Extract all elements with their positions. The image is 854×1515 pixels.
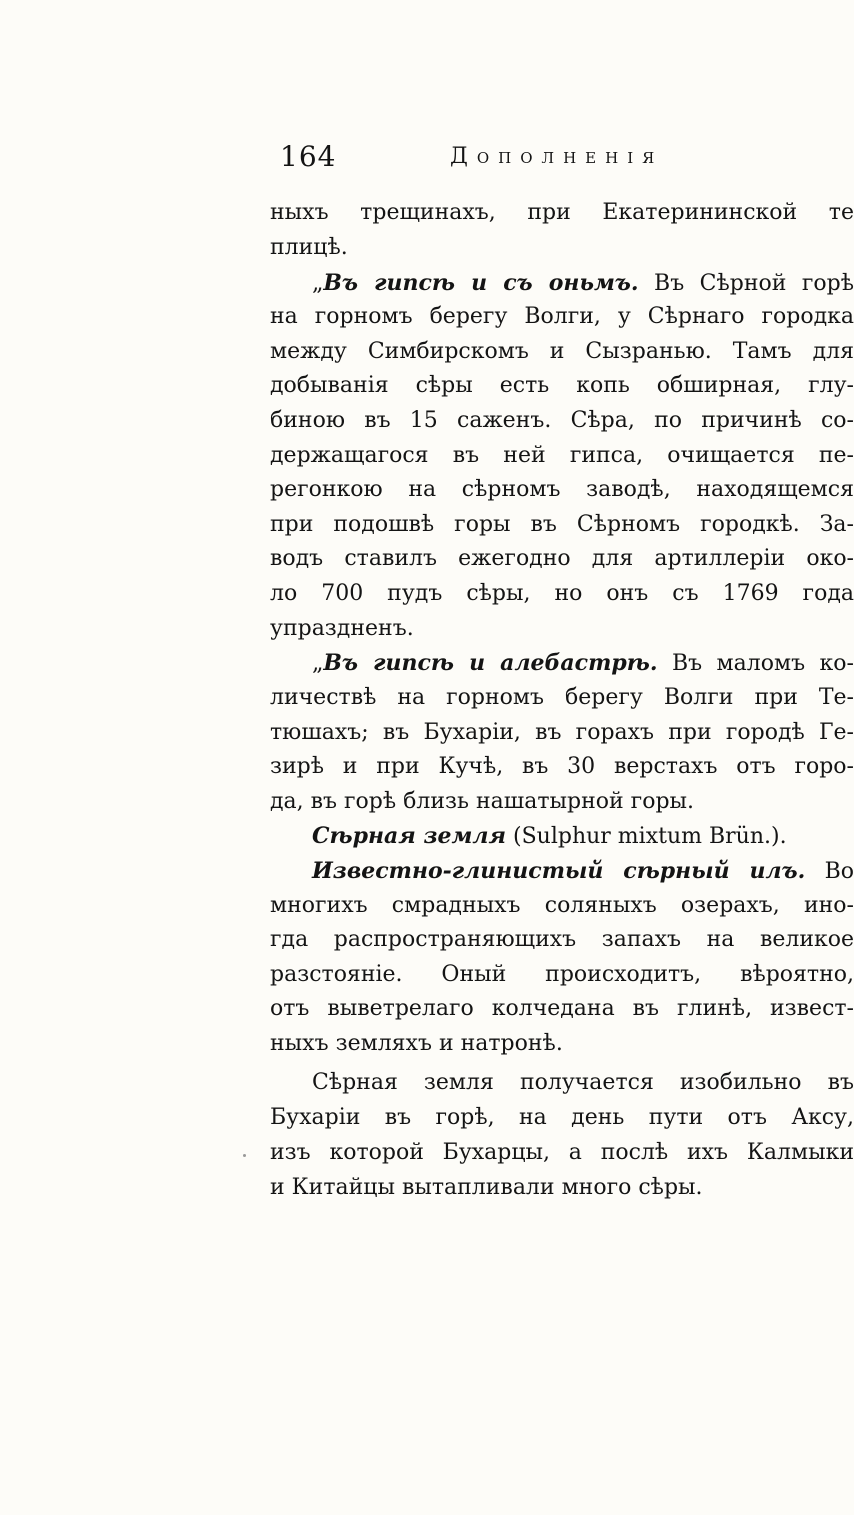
text-line: при подошвѣ горы въ Сѣрномъ городкѣ. За-: [270, 512, 854, 537]
text-line: зирѣ и при Кучѣ, въ 30 верстахъ отъ горо-: [270, 754, 854, 779]
text-line: [312, 645, 854, 681]
text-line: Сѣрная земля получается изобильно въ: [312, 1070, 854, 1095]
section-heading: Сѣрная земля: [312, 823, 507, 849]
text-line: Бухаріи въ горѣ, на день пути отъ Аксу,: [270, 1105, 854, 1130]
text-run: (Sulphur mixtum Brün.).: [506, 824, 787, 849]
text-line: личествѣ на горномъ берегу Волги при Те-: [270, 685, 854, 710]
page-number: 164: [280, 140, 337, 173]
text-line: отъ выветрелаго колчедана въ глинѣ, извест-: [270, 996, 854, 1021]
text-line: гда распространяющихъ запахъ на великое: [270, 927, 854, 952]
running-head: Дополненія: [450, 144, 664, 169]
text-line: [312, 853, 854, 889]
text-line: изъ которой Бухарцы, а послѣ ихъ Калмыки: [270, 1140, 854, 1165]
quote-mark: „: [312, 651, 324, 676]
section-heading: Въ гипсѣ и алебастрѣ.: [323, 650, 658, 676]
text-line: тюшахъ; въ Бухаріи, въ горахъ при городѣ Ге-: [270, 720, 854, 745]
text-run: Въ маломъ ко-: [657, 651, 854, 676]
text-line: держащагося въ ней гипса, очищается пе-: [270, 443, 854, 468]
text-line: разстояніе. Оный происходитъ, вѣроятно,: [270, 962, 854, 987]
section-heading: Известно-глинистый сѣрный илъ.: [312, 858, 806, 884]
paper-speck: [243, 1154, 246, 1157]
text-line: добыванія сѣры есть копь обширная, глу-: [270, 373, 854, 398]
text-line: многихъ смрадныхъ соляныхъ озерахъ, ино-: [270, 893, 854, 918]
text-run: Во: [805, 859, 854, 884]
quote-mark: „: [312, 271, 324, 296]
text-line: да, въ горѣ близь нашатырной горы.: [270, 789, 695, 814]
page-header: [280, 140, 780, 180]
text-line: ныхъ земляхъ и натронѣ.: [270, 1031, 563, 1056]
text-line: регонкою на сѣрномъ заводѣ, находящемся: [270, 477, 854, 502]
text-line: биною въ 15 саженъ. Сѣра, по причинѣ со-: [270, 408, 854, 433]
text-run: Въ Сѣрной горѣ: [638, 271, 854, 296]
text-line: [312, 265, 854, 301]
text-line: упраздненъ.: [270, 616, 414, 641]
text-line: ло 700 пудъ сѣры, но онъ съ 1769 года: [270, 581, 854, 606]
text-line: плицѣ.: [270, 235, 348, 260]
text-line: и Китайцы вытапливали много сѣры.: [270, 1175, 703, 1200]
text-line: на горномъ берегу Волги, у Сѣрнаго городка: [270, 304, 854, 329]
text-line: ныхъ трещинахъ, при Екатерининской те: [270, 200, 854, 225]
section-heading: Въ гипсѣ и съ оньмъ.: [323, 270, 639, 296]
text-line: между Симбирскомъ и Сызранью. Тамъ для: [270, 339, 854, 364]
text-line: водъ ставилъ ежегодно для артиллеріи око-: [270, 546, 854, 571]
text-line: [312, 818, 787, 854]
